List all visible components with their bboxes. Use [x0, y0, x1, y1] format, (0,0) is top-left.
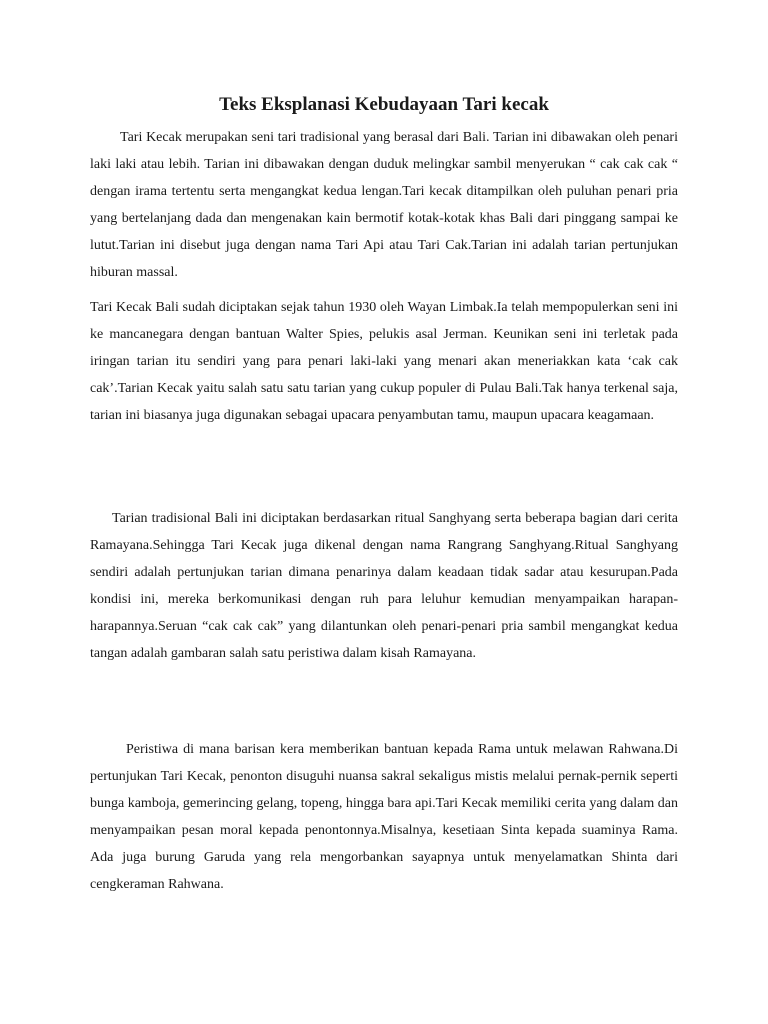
- paragraph-intro: Tari Kecak merupakan seni tari tradisional yang berasal dari Bali. Tarian ini dibawakan oleh penari laki laki atau lebih. Tarian ini dibawakan dengan duduk melingkar sambil menyerukan “ cak cak cak “ dengan irama tertentu serta mengangkat kedua lengan.Tari kecak ditampilkan oleh puluhan penari pria yang bertelanjang dada dan mengenakan kain bermotif kotak-kotak khas Bali dari pinggang sampai ke lutut.Tarian ini disebut juga dengan nama Tari Api atau Tari Cak.Tarian ini adalah tarian pertunjukan hiburan massal.: [90, 130, 678, 280]
- document-title: Teks Eksplanasi Kebudayaan Tari kecak: [219, 94, 549, 115]
- paragraph-story: Peristiwa di mana barisan kera memberikan bantuan kepada Rama untuk melawan Rahwana.Di pertunjukan Tari Kecak, penonton disuguhi nuansa sakral sekaligus mistis melalui pernak-pernik seperti bunga kamboja, gemerincing gelang, topeng, hingga bara api.Tari Kecak memiliki cerita yang dalam dan menyampaikan pesan moral kepada penontonnya.Misalnya, kesetiaan Sinta kepada suaminya Rama. Ada juga burung Garuda yang rela mengorbankan sayapnya untuk menyelamatkan Shinta dari cengkeraman Rahwana.: [90, 742, 678, 892]
- paragraph-origin: Tarian tradisional Bali ini diciptakan berdasarkan ritual Sanghyang serta beberapa bagian dari cerita Ramayana.Sehingga Tari Kecak juga dikenal dengan nama Rangrang Sanghyang.Ritual Sanghyang sendiri adalah pertunjukan tarian dimana penarinya dalam keadaan tidak sadar atau kesurupan.Pada kondisi ini, mereka berkomunikasi dengan ruh para leluhur kemudian menyampaikan harapan-harapannya.Seruan “cak cak cak” yang dilantunkan oleh penari-penari pria sambil mengangkat kedua tangan adalah gambaran salah satu peristiwa dalam kisah Ramayana.: [90, 511, 678, 661]
- paragraph-history: Tari Kecak Bali sudah diciptakan sejak tahun 1930 oleh Wayan Limbak.Ia telah mempopulerkan seni ini ke mancanegara dengan bantuan Walter Spies, pelukis asal Jerman. Keunikan seni ini terletak pada iringan tarian itu sendiri yang para penari laki-laki yang menari akan meneriakkan kata ‘cak cak cak’.Tarian Kecak yaitu salah satu satu tarian yang cukup populer di Pulau Bali.Tak hanya terkenal saja, tarian ini biasanya juga digunakan sebagai upacara penyambutan tamu, maupun upacara keagamaan.: [90, 300, 678, 423]
